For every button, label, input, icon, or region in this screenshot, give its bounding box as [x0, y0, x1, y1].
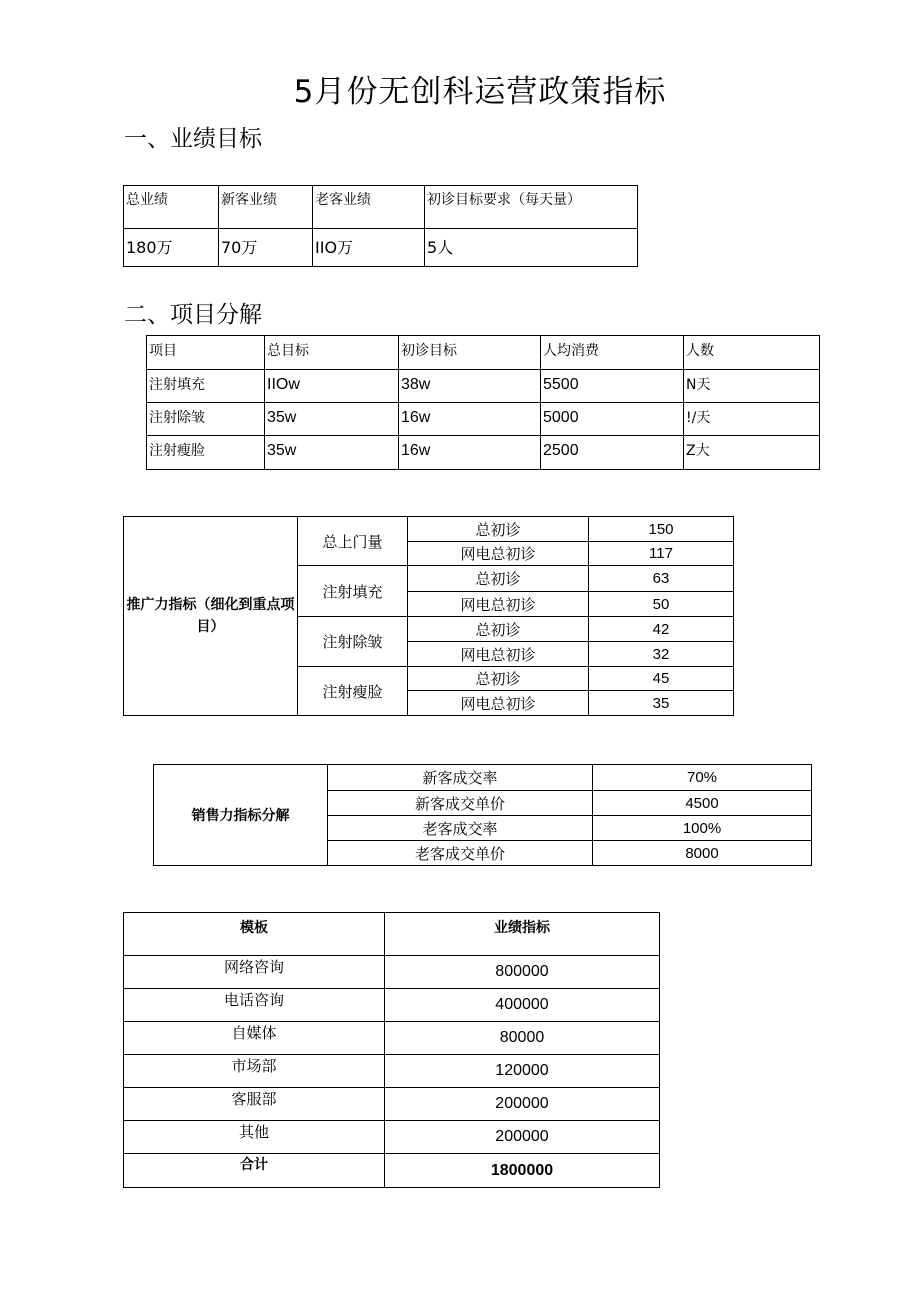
cell: Z大 — [684, 436, 820, 470]
cell: N天 — [684, 370, 820, 403]
cell: 16w — [399, 436, 541, 470]
cell: 35w — [265, 403, 399, 436]
value-cell: 45 — [589, 667, 734, 691]
header-cell: 初诊目标要求（每天量） — [425, 186, 638, 229]
page-title: 5月份无创科运营政策指标 — [293, 74, 667, 110]
value-cell: 100% — [593, 816, 812, 841]
value-cell: 32 — [589, 642, 734, 667]
value-cell: 63 — [589, 566, 734, 592]
value-cell: 35 — [589, 691, 734, 716]
metric-cell: 总初诊 — [408, 617, 589, 642]
cell: 市场部 — [124, 1055, 385, 1088]
metric-cell: 总初诊 — [408, 517, 589, 542]
metric-cell: 总初诊 — [408, 667, 589, 691]
metric-cell: 网电总初诊 — [408, 642, 589, 667]
cell: 5500 — [541, 370, 684, 403]
cell: 800000 — [385, 956, 660, 989]
table-row — [124, 956, 660, 989]
group-name: 注射填充 — [298, 566, 408, 617]
cell: 其他 — [124, 1121, 385, 1154]
section-heading-breakdown: 二、项目分解 — [124, 302, 262, 328]
table-row — [147, 403, 820, 436]
total-value: 1800000 — [385, 1154, 660, 1188]
cell: !/天 — [684, 403, 820, 436]
sales-label: 销售力指标分解 — [154, 765, 328, 866]
cell: 5000 — [541, 403, 684, 436]
promotion-table — [123, 516, 734, 716]
promotion-label: 推广力指标（细化到重点项目） — [124, 517, 298, 716]
header-cell: 项目 — [147, 336, 265, 370]
cell: 200000 — [385, 1121, 660, 1154]
value-cell: 150 — [589, 517, 734, 542]
table-row — [147, 370, 820, 403]
group-name: 注射除皱 — [298, 617, 408, 667]
total-row — [124, 1154, 660, 1188]
cell: 客服部 — [124, 1088, 385, 1121]
metric-cell: 网电总初诊 — [408, 542, 589, 566]
metric-cell: 网电总初诊 — [408, 592, 589, 617]
table-row — [124, 1088, 660, 1121]
cell: 网络咨询 — [124, 956, 385, 989]
header-cell: 人数 — [684, 336, 820, 370]
table-row — [124, 1121, 660, 1154]
section-heading-performance: 一、业绩目标 — [124, 126, 262, 152]
header-cell: 新客业绩 — [219, 186, 313, 229]
value-cell: 117 — [589, 542, 734, 566]
header-cell: 初诊目标 — [399, 336, 541, 370]
project-breakdown-table — [146, 335, 820, 470]
metric-cell: 网电总初诊 — [408, 691, 589, 716]
header-cell: 模板 — [124, 913, 385, 956]
value-cell: 4500 — [593, 791, 812, 816]
metric-cell: 新客成交单价 — [328, 791, 593, 816]
channel-table — [123, 912, 660, 1188]
cell: 电话咨询 — [124, 989, 385, 1022]
value-cell: 8000 — [593, 841, 812, 866]
sales-table — [153, 764, 812, 866]
cell: 注射除皱 — [147, 403, 265, 436]
value-cell: IIO万 — [313, 229, 425, 267]
value-cell: 70% — [593, 765, 812, 791]
metric-cell: 总初诊 — [408, 566, 589, 592]
value-cell: 50 — [589, 592, 734, 617]
metric-cell: 老客成交率 — [328, 816, 593, 841]
cell: 注射填充 — [147, 370, 265, 403]
header-cell: 人均消费 — [541, 336, 684, 370]
cell: 400000 — [385, 989, 660, 1022]
cell: 38w — [399, 370, 541, 403]
cell: 35w — [265, 436, 399, 470]
cell: 120000 — [385, 1055, 660, 1088]
header-cell: 总业绩 — [124, 186, 219, 229]
header-cell: 老客业绩 — [313, 186, 425, 229]
table-row — [124, 989, 660, 1022]
group-name: 总上门量 — [298, 517, 408, 566]
metric-cell: 新客成交率 — [328, 765, 593, 791]
cell: 2500 — [541, 436, 684, 470]
total-label: 合计 — [124, 1154, 385, 1188]
group-name: 注射瘦脸 — [298, 667, 408, 716]
value-cell: 70万 — [219, 229, 313, 267]
value-cell: 42 — [589, 617, 734, 642]
table-row — [124, 1055, 660, 1088]
table-row — [147, 436, 820, 470]
cell: IIOw — [265, 370, 399, 403]
cell: 200000 — [385, 1088, 660, 1121]
header-cell: 业绩指标 — [385, 913, 660, 956]
header-cell: 总目标 — [265, 336, 399, 370]
performance-table — [123, 185, 638, 267]
cell: 自媒体 — [124, 1022, 385, 1055]
cell: 80000 — [385, 1022, 660, 1055]
metric-cell: 老客成交单价 — [328, 841, 593, 866]
cell: 16w — [399, 403, 541, 436]
table-row — [124, 1022, 660, 1055]
value-cell: 180万 — [124, 229, 219, 267]
value-cell: 5人 — [425, 229, 638, 267]
cell: 注射瘦脸 — [147, 436, 265, 470]
